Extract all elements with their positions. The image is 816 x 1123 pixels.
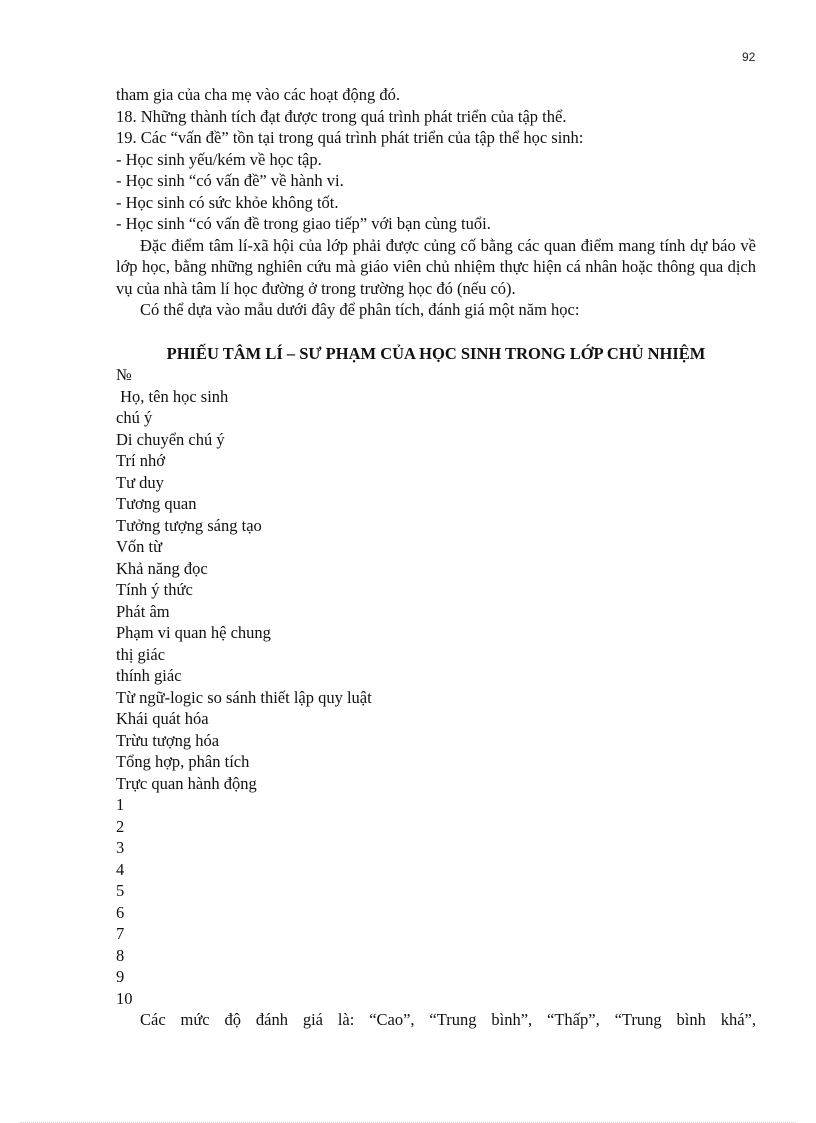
form-title: PHIẾU TÂM LÍ – SƯ PHẠM CỦA HỌC SINH TRONG LỚP CHỦ NHIỆM xyxy=(166,343,706,363)
form-row-number: 9 xyxy=(116,967,125,986)
intro-line: 19. Các “vấn đề” tồn tại trong quá trình phát triển của tập thể học sinh: xyxy=(116,128,584,147)
form-item: Tương quan xyxy=(116,494,197,513)
form-item: Phạm vi quan hệ chung xyxy=(116,623,271,642)
form-item: thính giác xyxy=(116,666,182,685)
form-row-number: 3 xyxy=(116,838,125,857)
page-content xyxy=(116,84,756,1031)
form-item: chú ý xyxy=(116,408,153,427)
form-row-number: 5 xyxy=(116,881,125,900)
form-item: thị giác xyxy=(116,644,166,664)
paragraph-evaluation-levels: Các mức độ đánh giá là: “Cao”, “Trung bình”, “Thấp”, “Trung bình khá”, xyxy=(140,1010,756,1029)
paragraph-template-intro: Có thể dựa vào mẫu dưới đây để phân tích, đánh giá một năm học: xyxy=(140,300,580,319)
intro-line: - Học sinh có sức khỏe không tốt. xyxy=(116,192,339,212)
form-item: Khả năng đọc xyxy=(116,558,208,578)
form-row-number: 4 xyxy=(116,859,125,879)
form-item: Khái quát hóa xyxy=(116,709,209,728)
form-item: Di chuyển chú ý xyxy=(116,429,225,449)
form-item: Tưởng tượng sáng tạo xyxy=(116,515,262,535)
form-item: Trừu tượng hóa xyxy=(116,730,220,750)
form-item: Phát âm xyxy=(116,601,170,621)
form-row-number: 2 xyxy=(116,816,125,836)
form-item: Từ ngữ-logic so sánh thiết lập quy luật xyxy=(116,687,372,707)
intro-line: tham gia của cha mẹ vào các hoạt động đó. xyxy=(116,85,401,104)
form-row-number: 10 xyxy=(116,988,133,1008)
form-row-number: 1 xyxy=(116,795,125,814)
intro-line: - Học sinh “có vấn đề” về hành vi. xyxy=(116,171,344,190)
form-item: Trí nhớ xyxy=(116,451,165,470)
form-item: Tổng hợp, phân tích xyxy=(116,752,250,771)
intro-line: 18. Những thành tích đạt được trong quá trình phát triển của tập thể. xyxy=(116,106,567,126)
page-number: 92 xyxy=(742,50,756,64)
form-item: № xyxy=(116,365,132,384)
intro-line: - Học sinh yếu/kém về học tập. xyxy=(116,149,322,169)
form-item: Tư duy xyxy=(116,472,164,492)
form-item: Họ, tên học sinh xyxy=(116,386,229,406)
paragraph-psychosocial: Đặc điểm tâm lí-xã hội của lớp phải được củng cố bằng các quan điểm mang tính dự báo về lớp học, bằng những nghiên cứu mà giáo viên chủ nhiệm thực hiện cá nhân hoặc thông qua dịch vụ của nhà tâm lí học đường ở trong trường học đó (nếu có). xyxy=(116,235,756,298)
form-item: Vốn từ xyxy=(116,537,163,556)
form-row-number: 8 xyxy=(116,945,125,965)
form-row-number: 7 xyxy=(116,924,125,943)
form-items-list xyxy=(116,364,756,1009)
form-row-number: 6 xyxy=(116,902,125,922)
form-item: Trực quan hành động xyxy=(116,773,257,793)
form-item: Tính ý thức xyxy=(116,580,193,599)
intro-line: - Học sinh “có vấn đề trong giao tiếp” với bạn cùng tuổi. xyxy=(116,214,491,233)
